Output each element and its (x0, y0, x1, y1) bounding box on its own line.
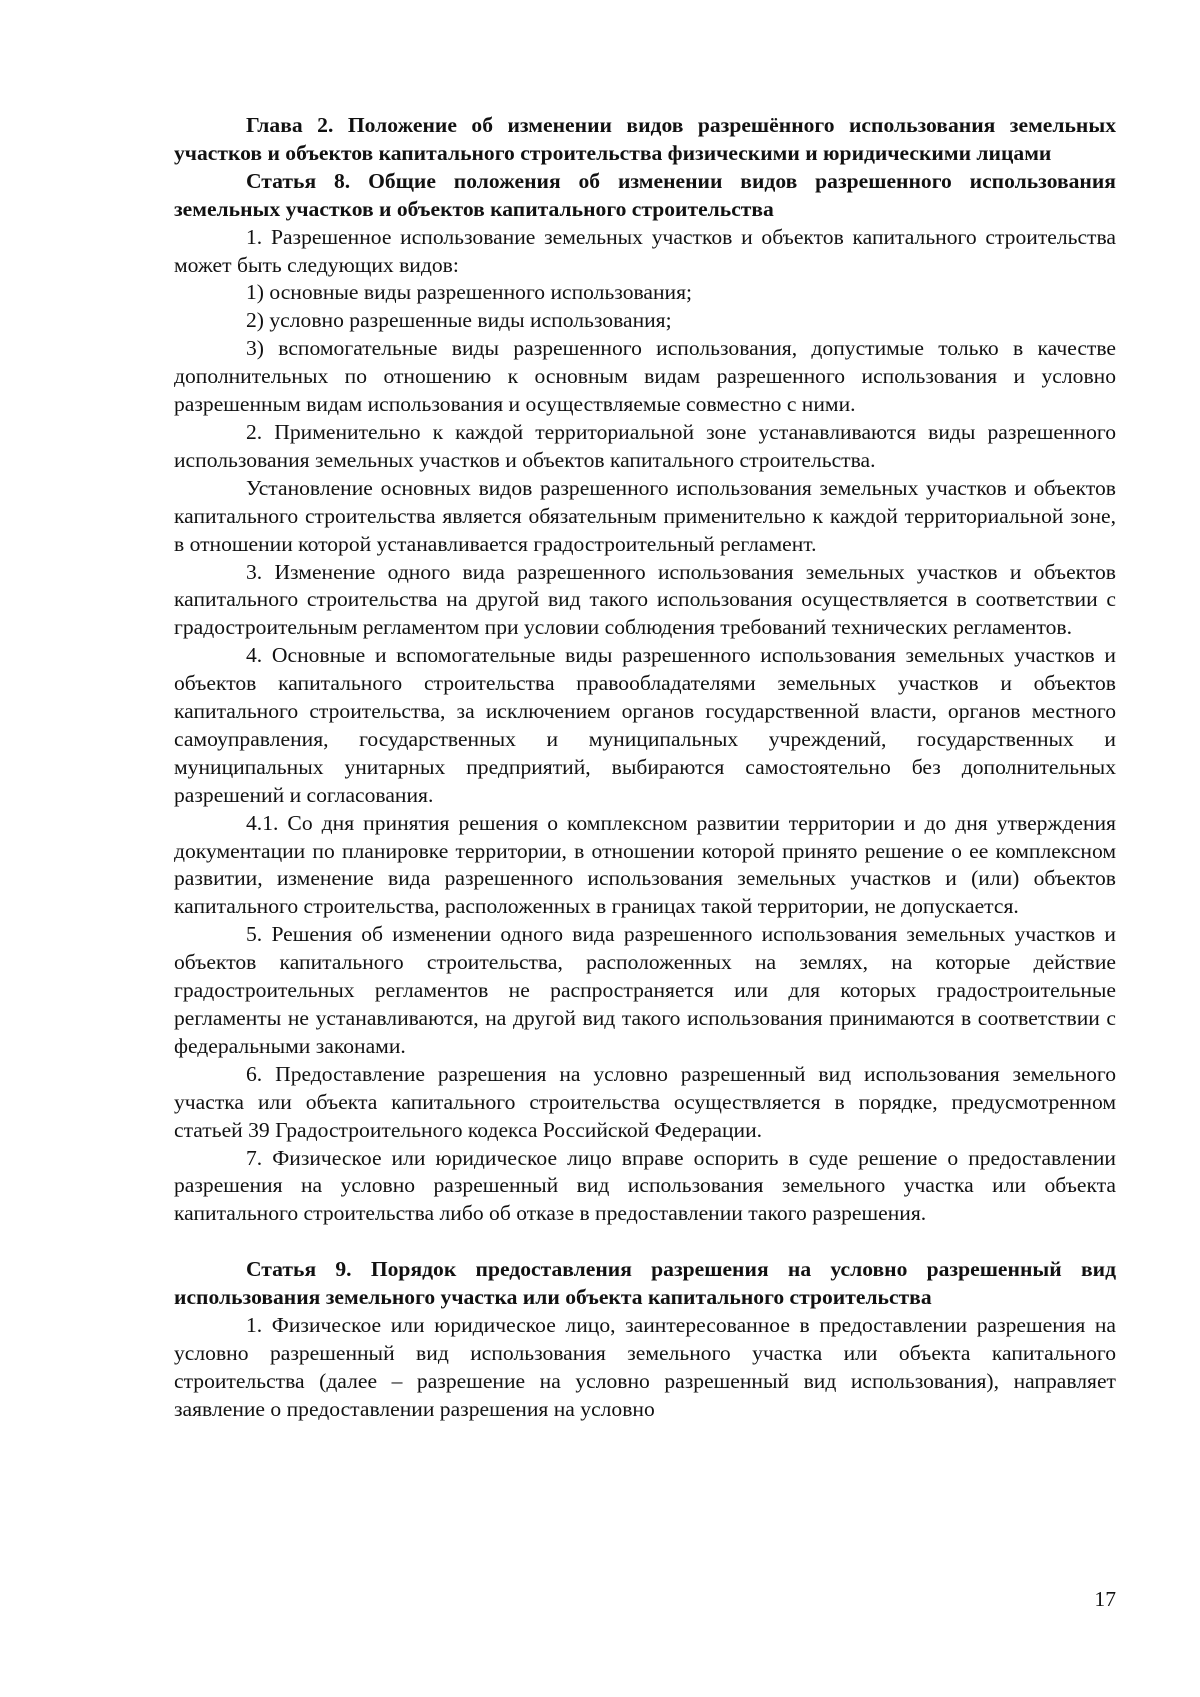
article-8-paragraph: 4. Основные и вспомогательные виды разрешенного использования земельных участков и объектов капитального строительства правообладателями земельных участков и объектов капитального строительства, за исключением органов государственной власти, органов местного самоуправления, государственных и муниципальных учреждений, государственных и муниципальных унитарных предприятий, выбираются самостоятельно без дополнительных разрешений и согласования. (174, 643, 1116, 807)
article-8-paragraph: 7. Физическое или юридическое лицо вправе оспорить в суде решение о предоставлении разрешения на условно разрешенный вид использования земельного участка или объекта капитального строительства либо об отказе в предоставлении такого разрешения. (174, 1145, 1116, 1226)
section-gap (174, 1228, 1116, 1256)
article-8-paragraph: 3. Изменение одного вида разрешенного использования земельных участков и объектов капитального строительства на другой вид такого использования осуществляется в соответствии с градостроительным регламентом при условии соблюдения требований технических регламентов. (174, 559, 1116, 640)
document-page (174, 112, 1116, 1424)
chapter-title: Глава 2. Положение об изменении видов разрешённого использования земельных участков и объектов капитального строительства физическими и юридическими лицами (174, 113, 1116, 165)
article-8-paragraph: 1. Разрешенное использование земельных участков и объектов капитального строительства может быть следующих видов: (174, 224, 1116, 277)
article-8-paragraph: 2) условно разрешенные виды использования; (246, 308, 672, 333)
article-8-paragraph: 3) вспомогательные виды разрешенного использования, допустимые только в качестве дополнительных по отношению к основным видам разрешенного использования и условно разрешенным видам использования и осуществляемые совместно с ними. (174, 336, 1116, 417)
article-8-title: Статья 8. Общие положения об изменении видов разрешенного использования земельных участков и объектов капитального строительства (174, 168, 1116, 221)
page-number: 17 (1094, 1587, 1116, 1611)
article-8-paragraph: 6. Предоставление разрешения на условно разрешенный вид использования земельного участка или объекта капитального строительства осуществляется в порядке, предусмотренном статьей 39 Градостроительного кодекса Российской Федерации. (174, 1061, 1116, 1142)
article-8-paragraph: 1) основные виды разрешенного использования; (246, 280, 693, 305)
article-8-paragraph: 4.1. Со дня принятия решения о комплексном развитии территории и до дня утверждения документации по планировке территории, в отношении которой принято решение о ее комплексном развитии, изменение вида разрешенного использования земельных участков и (или) объектов капитального строительства, расположенных в границах такой территории, не допускается. (174, 810, 1116, 919)
article-9-paragraph: 1. Физическое или юридическое лицо, заинтересованное в предоставлении разрешения на условно разрешенный вид использования земельного участка или объекта капитального строительства (далее – разрешение на условно разрешенный вид использования), направляет заявление о предоставлении разрешения на условно (174, 1313, 1116, 1421)
article-8-paragraph: Установление основных видов разрешенного использования земельных участков и объектов капитального строительства является обязательным применительно к каждой территориальной зоне, в отношении которой устанавливается градостроительный регламент. (174, 475, 1116, 556)
article-8-paragraph: 5. Решения об изменении одного вида разрешенного использования земельных участков и объектов капитального строительства, расположенных на землях, на которые действие градостроительных регламентов не распространяется или для которых градостроительные регламенты не устанавливаются, на другой вид такого использования принимаются в соответствии с федеральными законами. (174, 922, 1116, 1058)
article-9-title: Статья 9. Порядок предоставления разрешения на условно разрешенный вид использования земельного участка или объекта капитального строительства (174, 1257, 1116, 1310)
article-8-paragraph: 2. Применительно к каждой территориальной зоне устанавливаются виды разрешенного использования земельных участков и объектов капитального строительства. (174, 419, 1116, 472)
